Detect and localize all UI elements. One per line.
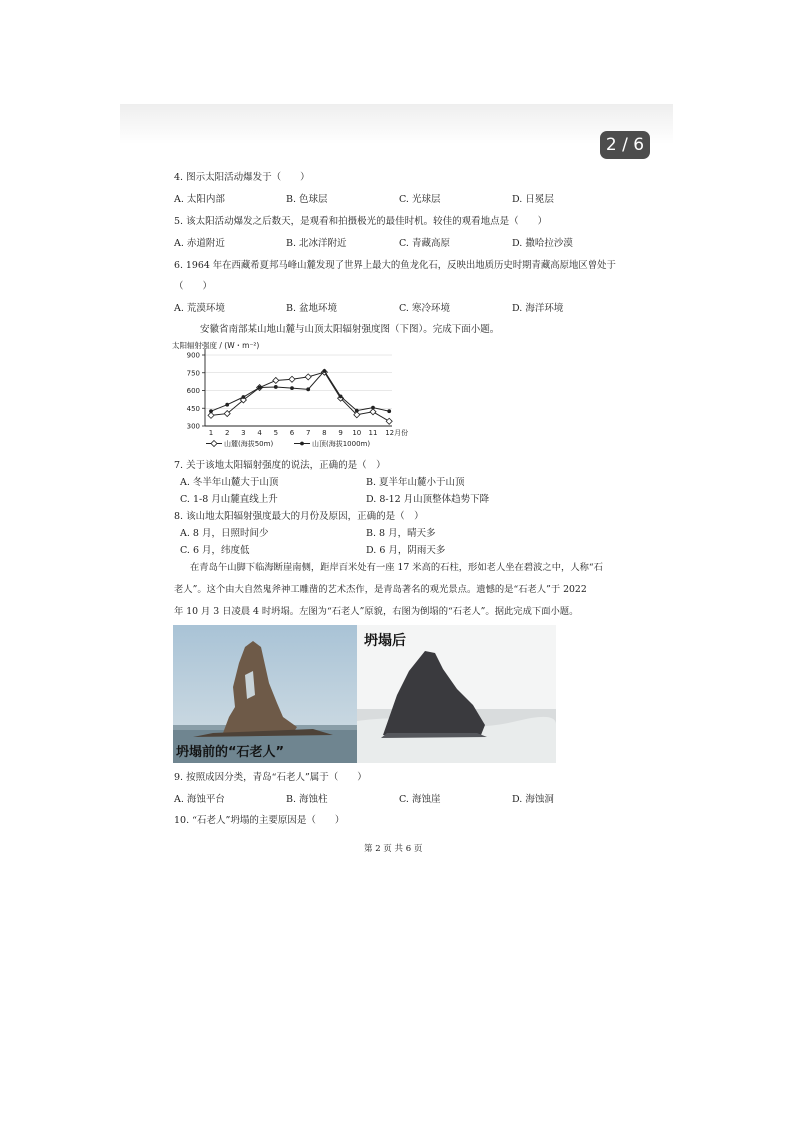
chart-y-tick-label: 600: [186, 387, 200, 395]
chart-x-tick-label: 11: [368, 429, 378, 437]
chart-point-summit: [274, 385, 278, 389]
question-6-stem-bracket: （ ）: [174, 281, 213, 292]
chart-x-tick-label: 9: [338, 429, 343, 437]
chart-x-tick-label: 6: [289, 429, 295, 437]
chart-point-summit: [225, 403, 229, 407]
chart-x-tick-label: 3: [241, 429, 246, 437]
chart-point-summit: [339, 395, 343, 399]
question-9-stem: 9. 按照成因分类，青岛“石老人”属于（ ）: [174, 772, 367, 783]
q4-option-d: D. 日冕层: [512, 194, 554, 205]
chart-point-summit: [323, 369, 327, 373]
legend-label-summit: 山顶(海拔1000m): [312, 440, 371, 448]
chart-x-tick-label: 4: [257, 429, 262, 437]
photo-before-caption: 坍塌前的“石老人”: [176, 745, 285, 760]
chart-y-tick-label: 750: [186, 369, 200, 378]
q5-option-d: D. 撒哈拉沙漠: [512, 238, 573, 249]
question-5-stem: 5. 该太阳活动爆发之后数天，是观看和拍摄极光的最佳时机。较佳的观看地点是（ ）: [174, 216, 548, 227]
chart-y-tick-label: 300: [186, 422, 200, 431]
chart-x-tick-label: 5: [273, 429, 279, 437]
chart-point-foothill: [370, 409, 376, 415]
page-sheet-top: [120, 104, 673, 144]
q4-option-a: A. 太阳内部: [174, 194, 225, 205]
q4-option-c: C. 光球层: [399, 194, 441, 205]
page-footer: 第 2 页 共 6 页: [364, 844, 423, 854]
q7-option-d: D. 8-12 月山顶整体趋势下降: [366, 494, 490, 505]
q6-option-c: C. 寒冷环境: [399, 303, 450, 314]
chart-point-summit: [209, 409, 213, 413]
intro-questions-9-10-line1: 在青岛午山脚下临海断崖南侧，距岸百米处有一座 17 米高的石柱，形如老人坐在碧波之中，人称“石: [190, 562, 603, 573]
chart-y-tick-label: 450: [186, 404, 200, 413]
question-4-stem: 4. 图示太阳活动爆发于（ ）: [174, 172, 310, 183]
chart-point-summit: [258, 386, 262, 390]
q8-option-c: C. 6 月，纬度低: [180, 545, 250, 556]
q5-option-a: A. 赤道附近: [174, 238, 225, 249]
q7-option-a: A. 冬半年山麓大于山顶: [180, 477, 279, 488]
legend-marker-foothill: [211, 441, 217, 447]
q9-option-a: A. 海蚀平台: [174, 794, 225, 805]
chart-point-foothill: [289, 376, 295, 382]
intro-questions-9-10-line2: 老人”。这个由大自然鬼斧神工雕凿的艺术杰作，是青岛著名的观光景点。遗憾的是“石老人”于 2022: [174, 584, 587, 595]
chart-x-tick-label: 7: [305, 429, 311, 437]
q7-option-b: B. 夏半年山麓小于山顶: [366, 477, 465, 488]
question-10-stem: 10. “石老人”坍塌的主要原因是（ ）: [174, 815, 345, 826]
question-8-stem: 8. 该山地太阳辐射强度最大的月份及原因，正确的是（ ）: [174, 511, 424, 522]
chart-point-summit: [306, 387, 310, 391]
chart-point-foothill: [305, 374, 311, 380]
legend-marker-summit: [300, 442, 304, 446]
intro-questions-7-8: 安徽省南部某山地山麓与山顶太阳辐射强度图（下图）。完成下面小题。: [200, 324, 500, 335]
chart-point-summit: [242, 395, 246, 399]
q8-option-d: D. 6 月，阴雨天多: [366, 545, 446, 556]
chart-point-foothill: [273, 377, 279, 383]
chart-point-summit: [387, 409, 391, 413]
chart-x-tick-label: 8: [322, 429, 327, 437]
chart-point-summit: [371, 406, 375, 410]
q4-option-b: B. 色球层: [286, 194, 328, 205]
chart-x-tick-label: 10: [352, 429, 362, 437]
q5-option-b: B. 北冰洋附近: [286, 238, 347, 249]
q8-option-a: A. 8 月，日照时间少: [180, 528, 269, 539]
q5-option-c: C. 青藏高原: [399, 238, 450, 249]
page-indicator[interactable]: 2 / 6: [600, 131, 650, 159]
solar-radiation-chart: [170, 338, 420, 456]
q8-option-b: B. 8 月，晴天多: [366, 528, 436, 539]
chart-x-tick-label: 2: [224, 429, 230, 437]
question-7-stem: 7. 关于该地太阳辐射强度的说法，正确的是（ ）: [174, 460, 386, 471]
legend-label-foothill: 山麓(海拔50m): [224, 440, 274, 448]
chart-point-foothill: [386, 418, 392, 424]
chart-ylabel: 太阳辐射强度 / (W・m⁻²): [172, 341, 260, 350]
q7-option-c: C. 1-8 月山麓直线上升: [180, 494, 278, 505]
q6-option-d: D. 海洋环境: [512, 303, 564, 314]
intro-questions-9-10-line3: 年 10 月 3 日凌晨 4 时坍塌。左图为“石老人”原貌，右图为倒塌的“石老人”。据此完成下面小题。: [174, 606, 579, 617]
chart-point-summit: [355, 409, 359, 413]
chart-point-foothill: [208, 412, 214, 418]
q6-option-b: B. 盆地环境: [286, 303, 338, 314]
q9-option-b: B. 海蚀柱: [286, 794, 328, 805]
chart-x-tick-label: 1: [208, 429, 214, 437]
q9-option-d: D. 海蚀洞: [512, 794, 554, 805]
chart-y-tick-label: 900: [186, 351, 200, 360]
photo-after-caption: 坍塌后: [364, 633, 406, 649]
chart-x-unit-label: 12月份: [385, 429, 409, 437]
q6-option-a: A. 荒漠环境: [174, 303, 225, 314]
chart-series-line-1: [211, 372, 389, 421]
question-6-stem: 6. 1964 年在西藏希夏邦马峰山麓发现了世界上最大的鱼龙化石，反映出地质历史时期青藏高原地区曾处于: [174, 260, 616, 271]
q9-option-c: C. 海蚀崖: [399, 794, 441, 805]
chart-point-summit: [290, 386, 294, 390]
